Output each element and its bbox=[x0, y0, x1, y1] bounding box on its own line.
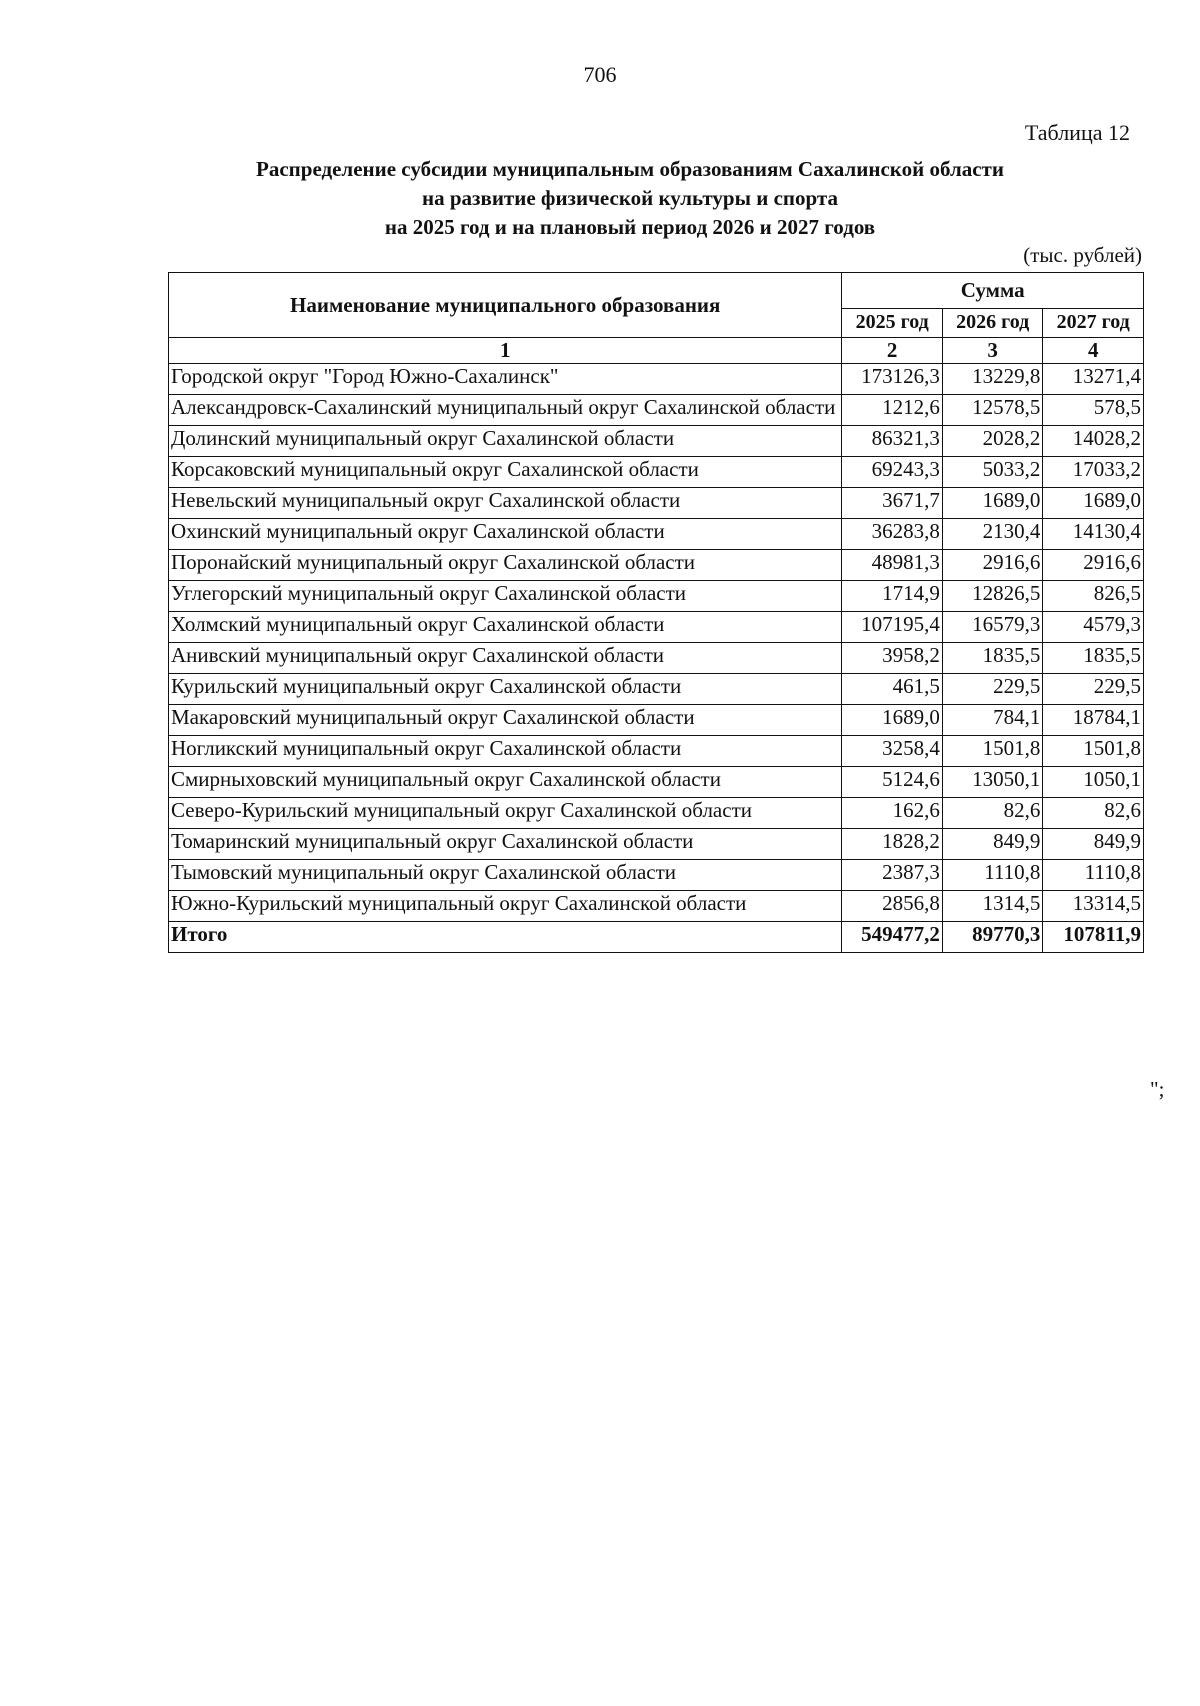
table-row bbox=[169, 829, 1144, 860]
value-2026: 12578,5 bbox=[942, 395, 1043, 426]
value-2026: 5033,2 bbox=[942, 457, 1043, 488]
total-row bbox=[169, 922, 1144, 953]
table-row bbox=[169, 395, 1144, 426]
value-2025: 2856,8 bbox=[842, 891, 943, 922]
table-row bbox=[169, 643, 1144, 674]
value-2026: 1689,0 bbox=[942, 488, 1043, 519]
value-2027: 14028,2 bbox=[1043, 426, 1144, 457]
table-row bbox=[169, 891, 1144, 922]
value-2025: 48981,3 bbox=[842, 550, 943, 581]
title-line-2: на развитие физической культуры и спорта bbox=[422, 186, 838, 210]
value-2026: 2916,6 bbox=[942, 550, 1043, 581]
value-2025: 2387,3 bbox=[842, 860, 943, 891]
value-2026: 1314,5 bbox=[942, 891, 1043, 922]
header-name: Наименование муниципального образования bbox=[169, 273, 842, 338]
column-number-3: 3 bbox=[942, 338, 1043, 364]
value-2027: 18784,1 bbox=[1043, 705, 1144, 736]
value-2025: 173126,3 bbox=[842, 364, 943, 395]
value-2026: 2130,4 bbox=[942, 519, 1043, 550]
municipality-name: Городской округ "Город Южно-Сахалинск" bbox=[169, 364, 842, 395]
municipality-name: Александровск-Сахалинский муниципальный округ Сахалинской области bbox=[169, 395, 842, 426]
value-2027: 1835,5 bbox=[1043, 643, 1144, 674]
value-2027: 229,5 bbox=[1043, 674, 1144, 705]
value-2027: 1501,8 bbox=[1043, 736, 1144, 767]
value-2026: 13050,1 bbox=[942, 767, 1043, 798]
table-row bbox=[169, 798, 1144, 829]
value-2025: 1212,6 bbox=[842, 395, 943, 426]
value-2026: 2028,2 bbox=[942, 426, 1043, 457]
municipality-name: Смирныховский муниципальный округ Сахалинской области bbox=[169, 767, 842, 798]
title-line-1: Распределение субсидии муниципальным образованиям Сахалинской области bbox=[256, 157, 1004, 181]
value-2026: 12826,5 bbox=[942, 581, 1043, 612]
value-2025: 3671,7 bbox=[842, 488, 943, 519]
value-2026: 849,9 bbox=[942, 829, 1043, 860]
value-2025: 1689,0 bbox=[842, 705, 943, 736]
value-2026: 16579,3 bbox=[942, 612, 1043, 643]
title-line-3: на 2025 год и на плановый период 2026 и 2027 годов bbox=[384, 215, 876, 239]
municipality-name: Томаринский муниципальный округ Сахалинской области bbox=[169, 829, 842, 860]
header-year-2027: 2027 год bbox=[1043, 308, 1144, 337]
value-2025: 3958,2 bbox=[842, 643, 943, 674]
total-2025: 549477,2 bbox=[842, 922, 943, 953]
table-label: Таблица 12 bbox=[1024, 120, 1130, 145]
column-number-2: 2 bbox=[842, 338, 943, 364]
value-2026: 1501,8 bbox=[942, 736, 1043, 767]
municipality-name: Южно-Курильский муниципальный округ Сахалинской области bbox=[169, 891, 842, 922]
value-2027: 13314,5 bbox=[1043, 891, 1144, 922]
table-row bbox=[169, 519, 1144, 550]
value-2025: 5124,6 bbox=[842, 767, 943, 798]
municipality-name: Поронайский муниципальный округ Сахалинской области bbox=[169, 550, 842, 581]
value-2027: 1689,0 bbox=[1043, 488, 1144, 519]
value-2026: 82,6 bbox=[942, 798, 1043, 829]
value-2027: 82,6 bbox=[1043, 798, 1144, 829]
value-2025: 86321,3 bbox=[842, 426, 943, 457]
value-2027: 17033,2 bbox=[1043, 457, 1144, 488]
value-2027: 849,9 bbox=[1043, 829, 1144, 860]
value-2025: 107195,4 bbox=[842, 612, 943, 643]
value-2027: 1110,8 bbox=[1043, 860, 1144, 891]
municipality-name: Анивский муниципальный округ Сахалинской области bbox=[169, 643, 842, 674]
table-row bbox=[169, 364, 1144, 395]
municipality-name: Охинский муниципальный округ Сахалинской области bbox=[169, 519, 842, 550]
value-2027: 1050,1 bbox=[1043, 767, 1144, 798]
header-year-2026: 2026 год bbox=[942, 308, 1043, 337]
value-2025: 3258,4 bbox=[842, 736, 943, 767]
municipality-name: Невельский муниципальный округ Сахалинской области bbox=[169, 488, 842, 519]
page-number: 706 bbox=[583, 62, 617, 87]
value-2025: 461,5 bbox=[842, 674, 943, 705]
value-2027: 4579,3 bbox=[1043, 612, 1144, 643]
table-row bbox=[169, 426, 1144, 457]
value-2027: 13271,4 bbox=[1043, 364, 1144, 395]
municipality-name: Курильский муниципальный округ Сахалинской области bbox=[169, 674, 842, 705]
total-2027: 107811,9 bbox=[1043, 922, 1144, 953]
total-2026: 89770,3 bbox=[942, 922, 1043, 953]
table-row bbox=[169, 457, 1144, 488]
value-2026: 1835,5 bbox=[942, 643, 1043, 674]
table-row bbox=[169, 767, 1144, 798]
table-row bbox=[169, 581, 1144, 612]
table-row bbox=[169, 612, 1144, 643]
value-2025: 1714,9 bbox=[842, 581, 943, 612]
value-2025: 36283,8 bbox=[842, 519, 943, 550]
closing-quote-mark: "; bbox=[1150, 1077, 1165, 1101]
value-2026: 13229,8 bbox=[942, 364, 1043, 395]
table-row bbox=[169, 674, 1144, 705]
municipality-name: Ногликский муниципальный округ Сахалинской области bbox=[169, 736, 842, 767]
municipality-name: Макаровский муниципальный округ Сахалинской области bbox=[169, 705, 842, 736]
table-row bbox=[169, 488, 1144, 519]
municipality-name: Корсаковский муниципальный округ Сахалинской области bbox=[169, 457, 842, 488]
column-number-1: 1 bbox=[169, 338, 842, 364]
value-2026: 1110,8 bbox=[942, 860, 1043, 891]
municipality-name: Долинский муниципальный округ Сахалинской области bbox=[169, 426, 842, 457]
header-sum: Сумма bbox=[842, 273, 1144, 309]
table-body bbox=[169, 364, 1144, 922]
municipality-name: Холмский муниципальный округ Сахалинской области bbox=[169, 612, 842, 643]
table-row bbox=[169, 705, 1144, 736]
municipality-name: Тымовский муниципальный округ Сахалинской области bbox=[169, 860, 842, 891]
value-2026: 784,1 bbox=[942, 705, 1043, 736]
document-title bbox=[130, 155, 1130, 242]
value-2025: 69243,3 bbox=[842, 457, 943, 488]
table-row bbox=[169, 736, 1144, 767]
total-label: Итого bbox=[169, 922, 842, 953]
municipality-name: Углегорский муниципальный округ Сахалинской области bbox=[169, 581, 842, 612]
value-2025: 1828,2 bbox=[842, 829, 943, 860]
municipality-name: Северо-Курильский муниципальный округ Сахалинской области bbox=[169, 798, 842, 829]
units-label: (тыс. рублей) bbox=[1023, 243, 1142, 267]
value-2027: 14130,4 bbox=[1043, 519, 1144, 550]
table-row bbox=[169, 550, 1144, 581]
value-2027: 826,5 bbox=[1043, 581, 1144, 612]
value-2027: 2916,6 bbox=[1043, 550, 1144, 581]
table-row bbox=[169, 860, 1144, 891]
subsidy-table bbox=[168, 272, 1144, 953]
value-2026: 229,5 bbox=[942, 674, 1043, 705]
value-2025: 162,6 bbox=[842, 798, 943, 829]
value-2027: 578,5 bbox=[1043, 395, 1144, 426]
column-number-4: 4 bbox=[1043, 338, 1144, 364]
header-year-2025: 2025 год bbox=[842, 308, 943, 337]
